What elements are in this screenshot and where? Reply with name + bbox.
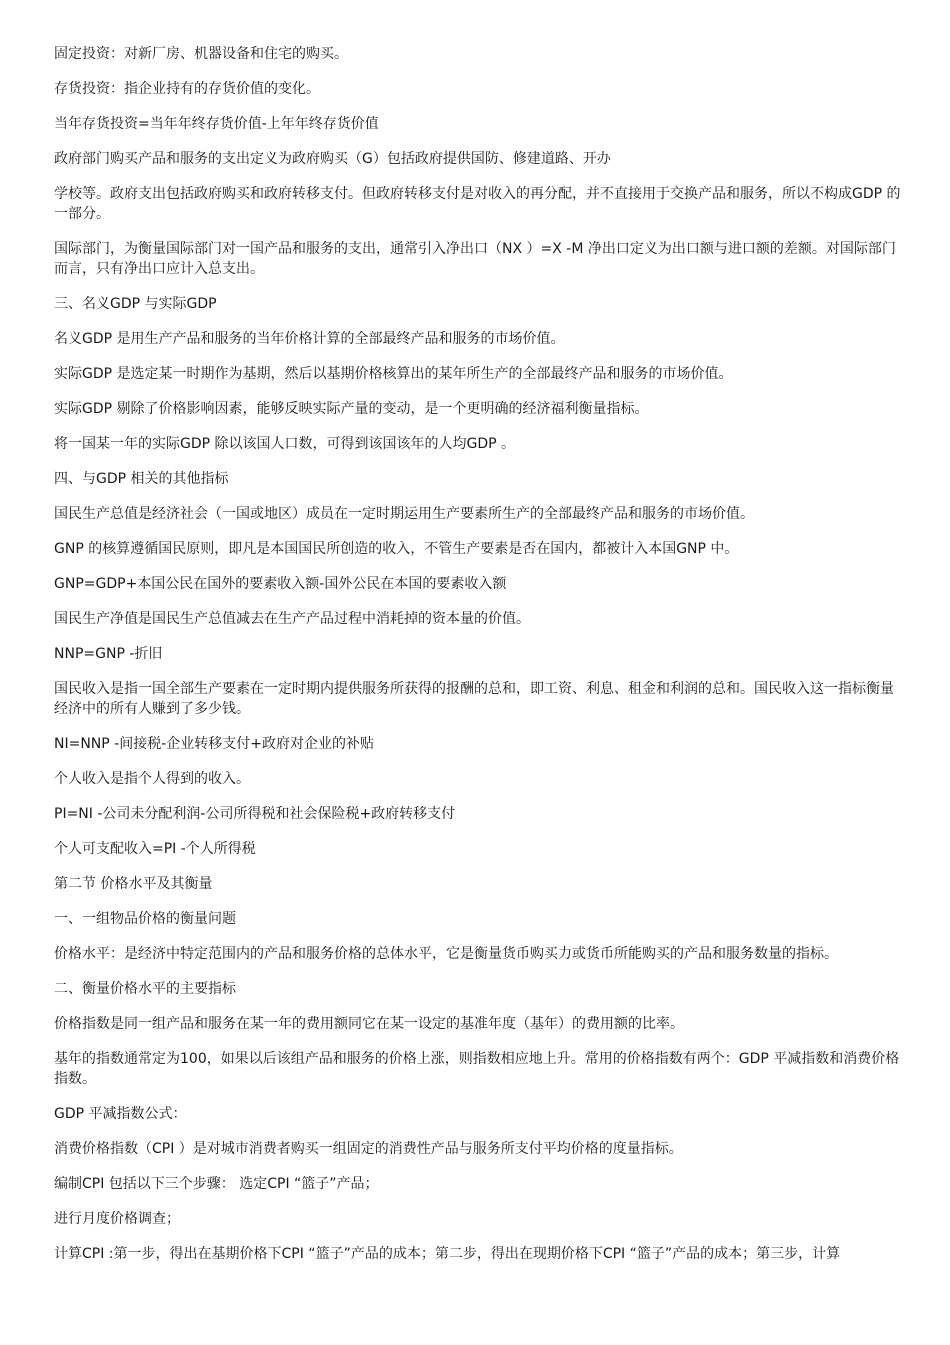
section-heading-price-level: 第二节 价格水平及其衡量	[54, 876, 213, 892]
section-heading-nominal-real-gdp: 三、名义GDP 与实际GDP	[54, 296, 217, 312]
paragraph-nnp-formula: NNP=GNP -折旧	[54, 646, 163, 662]
paragraph-gnp-formula: GNP=GDP+本国公民在国外的要素收入额-国外公民在本国的要素收入额	[54, 576, 507, 592]
subsection-heading-main-indicators: 二、衡量价格水平的主要指标	[54, 981, 236, 997]
paragraph-personal-income: 个人收入是指个人得到的收入。	[54, 771, 250, 787]
paragraph-cpi-calculation: 计算CPI :第一步，得出在基期价格下CPI “篮子”产品的成本；第二步，得出在现期价格下CPI “篮子”产品的成本；第三步，计算	[54, 1246, 841, 1262]
paragraph-base-year-index: 基年的指数通常定为100，如果以后该组产品和服务的价格上涨，则指数相应地上升。常用的价格指数有两个：GDP 平减指数和消费价格指数。	[54, 1051, 900, 1087]
paragraph-monthly-survey: 进行月度价格调查；	[54, 1211, 180, 1227]
paragraph-government-spending: 学校等。政府支出包括政府购买和政府转移支付。但政府转移支付是对收入的再分配，并不直接用于交换产品和服务，所以不构成GDP 的一部分。	[54, 186, 901, 222]
paragraph-nnp-definition: 国民生产净值是国民生产总值减去在生产产品过程中消耗掉的资本量的价值。	[54, 611, 530, 627]
paragraph-pi-formula: PI=NI -公司未分配利润-公司所得税和社会保险税+政府转移支付	[54, 806, 456, 822]
paragraph-nominal-gdp: 名义GDP 是用生产产品和服务的当年价格计算的全部最终产品和服务的市场价值。	[54, 331, 565, 347]
paragraph-real-gdp-welfare: 实际GDP 剔除了价格影响因素，能够反映实际产量的变动，是一个更明确的经济福利衡量指标。	[54, 401, 649, 417]
subsection-heading-price-measurement: 一、一组物品价格的衡量问题	[54, 911, 236, 927]
paragraph-per-capita-gdp: 将一国某一年的实际GDP 除以该国人口数，可得到该国该年的人均GDP 。	[54, 436, 516, 452]
paragraph-price-index: 价格指数是同一组产品和服务在某一年的费用额同它在某一设定的基准年度（基年）的费用额的比率。	[54, 1016, 684, 1032]
paragraph-net-exports: 国际部门，为衡量国际部门对一国产品和服务的支出，通常引入净出口（NX ）=X -M 净出口定义为出口额与进口额的差额。对国际部门而言，只有净出口应计入总支出。	[54, 241, 896, 277]
paragraph-ni-formula: NI=NNP -间接税-企业转移支付+政府对企业的补贴	[54, 736, 375, 752]
paragraph-cpi-definition: 消费价格指数（CPI ）是对城市消费者购买一组固定的消费性产品与服务所支付平均价格的度量指标。	[54, 1141, 683, 1157]
paragraph-real-gdp: 实际GDP 是选定某一时期作为基期，然后以基期价格核算出的某年所生产的全部最终产品和服务的市场价值。	[54, 366, 733, 382]
paragraph-inventory-formula: 当年存货投资=当年年终存货价值-上年年终存货价值	[54, 116, 379, 132]
paragraph-gdp-deflator: GDP 平减指数公式：	[54, 1106, 187, 1122]
paragraph-disposable-income: 个人可支配收入=PI -个人所得税	[54, 841, 256, 857]
paragraph-price-level: 价格水平：是经济中特定范围内的产品和服务价格的总体水平，它是衡量货币购买力或货币所能购买的产品和服务数量的指标。	[54, 946, 838, 962]
paragraph-inventory-investment: 存货投资：指企业持有的存货价值的变化。	[54, 81, 320, 97]
paragraph-government-purchase: 政府部门购买产品和服务的支出定义为政府购买（G）包括政府提供国防、修建道路、开办	[54, 151, 611, 167]
paragraph-cpi-steps: 编制CPI 包括以下三个步骤： 选定CPI “篮子”产品；	[54, 1176, 379, 1192]
paragraph-gnp-definition: 国民生产总值是经济社会（一国或地区）成员在一定时期运用生产要素所生产的全部最终产品和服务的市场价值。	[54, 506, 754, 522]
section-heading-other-indicators: 四、与GDP 相关的其他指标	[54, 471, 229, 487]
paragraph-gnp-principle: GNP 的核算遵循国民原则，即凡是本国国民所创造的收入，不管生产要素是否在国内，都被计入本国GNP 中。	[54, 541, 739, 557]
paragraph-fixed-investment: 固定投资：对新厂房、机器设备和住宅的购买。	[54, 46, 348, 62]
paragraph-national-income: 国民收入是指一国全部生产要素在一定时期内提供服务所获得的报酬的总和，即工资、利息、租金和利润的总和。国民收入这一指标衡量经济中的所有人赚到了多少钱。	[54, 681, 894, 717]
